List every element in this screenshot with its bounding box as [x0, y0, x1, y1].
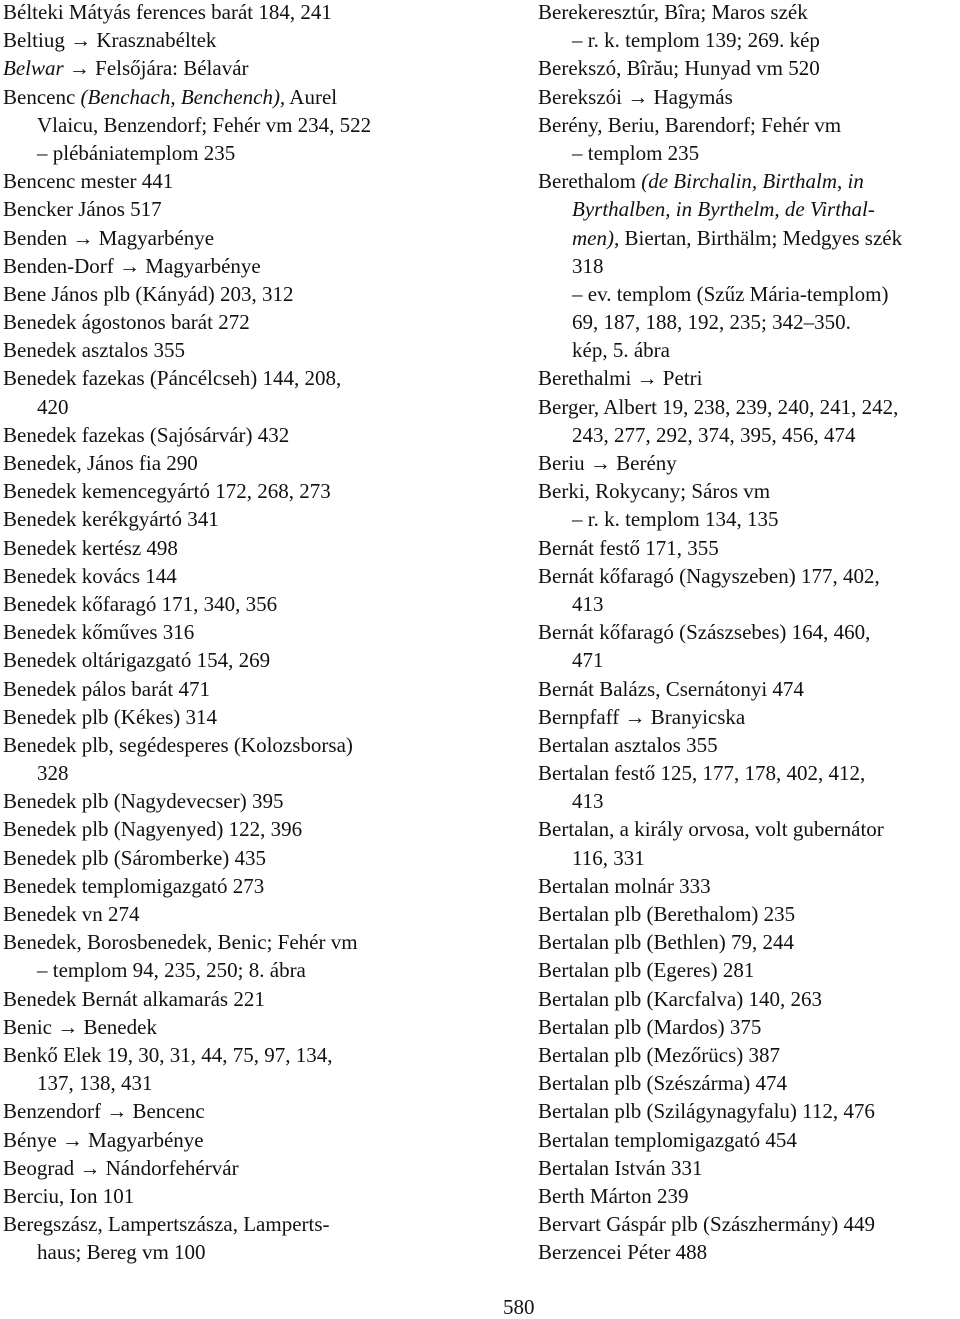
- index-continuation-line: [538, 226, 960, 254]
- index-entry-line: [538, 1212, 960, 1240]
- index-text: 328: [37, 761, 69, 786]
- index-entry-line: [538, 451, 960, 479]
- index-text: Bervart Gáspár plb (Szászhermány) 449: [538, 1212, 876, 1237]
- index-column-right: [538, 0, 960, 1268]
- index-entry-line: [3, 451, 523, 479]
- index-text: Bernát festő 171, 355: [538, 535, 719, 560]
- index-entry-line: [538, 930, 960, 958]
- index-continuation-line: [3, 761, 523, 789]
- index-text: Berekszó, Bîrău; Hunyad vm 520: [538, 56, 820, 81]
- index-column-left: [3, 0, 523, 1268]
- index-text: 413: [572, 591, 604, 616]
- index-entry-line: [538, 564, 960, 592]
- index-entry-line: [538, 536, 960, 564]
- index-continuation-line: [3, 395, 523, 423]
- index-text: Bernpfaff → Branyicska: [538, 704, 746, 729]
- index-entry-line: [538, 366, 960, 394]
- index-text: Benedek, János fia 290: [3, 451, 198, 475]
- index-text: Benzendorf → Bencenc: [3, 1099, 205, 1124]
- index-entry-line: [538, 620, 960, 648]
- index-text: Beregszász, Lampertszásza, Lamperts-: [3, 1212, 330, 1237]
- index-text: Berciu, Ion 101: [3, 1183, 135, 1208]
- index-continuation-line: [538, 197, 960, 225]
- index-entry-line: [3, 169, 523, 197]
- index-entry-line: [538, 1043, 960, 1071]
- index-text: Benedek plb (Nagyenyed) 122, 396: [3, 817, 303, 842]
- page-number: 580: [503, 1295, 535, 1319]
- index-text: Benedek templomigazgató 273: [3, 873, 265, 898]
- index-text: haus; Bereg vm 100: [37, 1240, 206, 1265]
- index-continuation-line: [538, 789, 960, 817]
- index-text: Bénye → Magyarbénye: [3, 1127, 204, 1152]
- index-text: 318: [572, 253, 604, 278]
- index-continuation-line: [538, 507, 960, 535]
- index-continuation-line: [538, 648, 960, 676]
- index-continuation-line: [538, 592, 960, 620]
- index-text: Bertalan plb (Berethalom) 235: [538, 902, 796, 926]
- index-text: Bertalan asztalos 355: [538, 732, 718, 757]
- index-continuation-line: [538, 338, 960, 366]
- index-entry-line: [538, 1071, 960, 1099]
- index-entry-line: [538, 1099, 960, 1127]
- index-text: – plébániatemplom 235: [37, 140, 236, 165]
- index-text: Berethalmi → Petri: [538, 366, 703, 391]
- index-entry-line: [538, 56, 960, 84]
- index-text: Benedek fazekas (Sajósárvár) 432: [3, 422, 290, 447]
- index-continuation-line: [3, 113, 523, 141]
- index-entry-line: [538, 479, 960, 507]
- index-entry-line: [3, 1128, 523, 1156]
- index-entry-line: [538, 817, 960, 845]
- index-text: Bertalan plb (Mardos) 375: [538, 1014, 762, 1039]
- index-text: Bertalan István 331: [538, 1155, 703, 1180]
- index-continuation-line: [538, 282, 960, 310]
- index-entry-line: [538, 733, 960, 761]
- index-text: Beograd → Nándorfehérvár: [3, 1155, 239, 1180]
- index-text: Bencenc: [3, 84, 81, 109]
- index-entry-line: [538, 113, 960, 141]
- index-continuation-line: [538, 310, 960, 338]
- index-entry-line: [538, 958, 960, 986]
- index-entry-line: [3, 197, 523, 225]
- index-continuation-line: [3, 141, 523, 169]
- index-text: → Felsőjára: Bélavár: [63, 56, 249, 81]
- index-entry-line: [3, 846, 523, 874]
- index-entry-line: [3, 620, 523, 648]
- index-entry-line: [3, 226, 523, 254]
- index-entry-line: [3, 282, 523, 310]
- index-entry-line: [3, 930, 523, 958]
- index-entry-line: [538, 874, 960, 902]
- index-text: 413: [572, 789, 604, 814]
- index-text: – templom 235: [572, 140, 700, 165]
- index-text-italic: men),: [572, 225, 620, 250]
- index-text: Berger, Albert 19, 238, 239, 240, 241, 242,: [538, 394, 899, 419]
- index-text: Bertalan molnár 333: [538, 873, 711, 898]
- index-entry-line: [3, 1099, 523, 1127]
- index-entry-line: [3, 648, 523, 676]
- index-text: Benedek vn 274: [3, 902, 140, 926]
- index-continuation-line: [538, 141, 960, 169]
- index-text: Benedek, Borosbenedek, Benic; Fehér vm: [3, 930, 358, 955]
- index-text-italic: Belwar: [3, 56, 64, 81]
- index-text: Berth Márton 239: [538, 1183, 689, 1208]
- index-continuation-line: [538, 254, 960, 282]
- index-text: Benedek asztalos 355: [3, 338, 185, 363]
- index-entry-line: [3, 789, 523, 817]
- index-entry-line: [3, 1156, 523, 1184]
- index-entry-line: [3, 564, 523, 592]
- index-text: Bernát Balázs, Csernátonyi 474: [538, 676, 804, 701]
- index-text: Benden → Magyarbénye: [3, 225, 215, 250]
- index-text: Biertan, Birthälm; Medgyes szék: [619, 225, 903, 250]
- index-text: 69, 187, 188, 192, 235; 342–350.: [572, 310, 851, 335]
- index-entry-line: [3, 902, 523, 930]
- index-entry-line: [538, 705, 960, 733]
- index-entry-line: [3, 987, 523, 1015]
- index-entry-line: [538, 1184, 960, 1212]
- index-continuation-line: [538, 423, 960, 451]
- index-continuation-line: [538, 28, 960, 56]
- index-entry-line: [538, 169, 960, 197]
- index-text: Benedek ágostonos barát 272: [3, 310, 250, 335]
- index-entry-line: [3, 366, 523, 394]
- index-entry-line: [3, 592, 523, 620]
- index-text: Berzencei Péter 488: [538, 1240, 708, 1265]
- index-text: Benedek kovács 144: [3, 563, 177, 588]
- index-text: Benedek kerékgyártó 341: [3, 507, 219, 532]
- index-text: Vlaicu, Benzendorf; Fehér vm 234, 522: [37, 112, 372, 137]
- index-text: Berethalom: [538, 169, 642, 194]
- index-text: Bencker János 517: [3, 197, 162, 222]
- index-text: Berény, Beriu, Barendorf; Fehér vm: [538, 112, 842, 137]
- index-text: 116, 331: [572, 845, 645, 870]
- index-entry-line: [3, 56, 523, 84]
- index-entry-line: [3, 1212, 523, 1240]
- index-text-italic: Byrthalben, in Byrthelm, de Virthal-: [572, 197, 875, 222]
- index-text: Bertalan plb (Bethlen) 79, 244: [538, 930, 795, 955]
- index-entry-line: [3, 310, 523, 338]
- index-text: 420: [37, 394, 69, 419]
- index-text: Benedek plb (Sáromberke) 435: [3, 845, 267, 870]
- index-text: – templom 94, 235, 250; 8. ábra: [37, 958, 306, 983]
- index-text: – r. k. templom 134, 135: [572, 507, 779, 532]
- index-entry-line: [3, 874, 523, 902]
- index-text: Bernát kőfaragó (Nagyszeben) 177, 402,: [538, 563, 880, 588]
- index-text: Benkő Elek 19, 30, 31, 44, 75, 97, 134,: [3, 1042, 333, 1067]
- index-text: Bencenc mester 441: [3, 169, 174, 194]
- index-text: Bertalan templomigazgató 454: [538, 1127, 797, 1152]
- index-entry-line: [538, 395, 960, 423]
- index-entry-line: [538, 85, 960, 113]
- index-entry-line: [538, 1128, 960, 1156]
- index-text: Benedek plb (Kékes) 314: [3, 704, 218, 729]
- index-text: Beltiug → Krasznabéltek: [3, 28, 217, 53]
- index-text: 137, 138, 431: [37, 1071, 153, 1096]
- index-entry-line: [3, 338, 523, 366]
- index-entry-line: [538, 761, 960, 789]
- index-entry-line: [3, 1184, 523, 1212]
- index-text: Bertalan plb (Egeres) 281: [538, 958, 755, 983]
- index-entry-line: [538, 1156, 960, 1184]
- index-text: Bertalan, a király orvosa, volt gubernátor: [538, 817, 884, 842]
- index-text: Benedek plb, segédesperes (Kolozsborsa): [3, 732, 353, 757]
- index-text: Benedek pálos barát 471: [3, 676, 211, 701]
- index-entry-line: [3, 28, 523, 56]
- index-entry-line: [538, 0, 960, 28]
- index-text: – ev. templom (Szűz Mária-templom): [572, 281, 889, 306]
- index-text: Bélteki Mátyás ferences barát 184, 241: [3, 0, 332, 24]
- index-entry-line: [3, 423, 523, 451]
- index-entry-line: [3, 507, 523, 535]
- index-entry-line: [3, 254, 523, 282]
- index-text: kép, 5. ábra: [572, 338, 670, 363]
- index-text: 471: [572, 648, 604, 673]
- index-entry-line: [3, 0, 523, 28]
- index-entry-line: [3, 817, 523, 845]
- index-text: Benedek kertész 498: [3, 535, 178, 560]
- index-text: Aurel: [285, 84, 338, 109]
- index-text: Benedek fazekas (Páncélcseh) 144, 208,: [3, 366, 342, 391]
- index-text: Beriu → Berény: [538, 451, 677, 475]
- index-text: Benic → Benedek: [3, 1014, 157, 1039]
- index-text: Berekeresztúr, Bîra; Maros szék: [538, 0, 808, 24]
- index-text: Benedek plb (Nagydevecser) 395: [3, 789, 284, 814]
- index-continuation-line: [3, 1071, 523, 1099]
- index-entry-line: [3, 1015, 523, 1043]
- index-continuation-line: [538, 846, 960, 874]
- index-text-italic: (de Birchalin, Birthalm, in: [641, 169, 864, 194]
- index-text: – r. k. templom 139; 269. kép: [572, 28, 820, 53]
- index-text: Benedek oltárigazgató 154, 269: [3, 648, 271, 673]
- index-text: Bertalan plb (Szilágynagyfalu) 112, 476: [538, 1099, 875, 1124]
- index-text: Benedek kőfaragó 171, 340, 356: [3, 591, 278, 616]
- index-text: Berekszói → Hagymás: [538, 84, 733, 109]
- index-text: Benden-Dorf → Magyarbénye: [3, 253, 261, 278]
- index-entry-line: [538, 1240, 960, 1268]
- index-text: Bertalan plb (Karcfalva) 140, 263: [538, 986, 822, 1011]
- index-text: Berki, Rokycany; Sáros vm: [538, 479, 771, 504]
- index-entry-line: [3, 733, 523, 761]
- index-text: 243, 277, 292, 374, 395, 456, 474: [572, 422, 856, 447]
- index-entry-line: [3, 85, 523, 113]
- index-entry-line: [538, 1015, 960, 1043]
- index-text: Benedek Bernát alkamarás 221: [3, 986, 265, 1011]
- index-entry-line: [3, 677, 523, 705]
- index-text: Bertalan plb (Szészárma) 474: [538, 1071, 787, 1096]
- index-continuation-line: [3, 1240, 523, 1268]
- index-text-italic: (Benchach, Benchench),: [80, 84, 286, 109]
- index-text: Benedek kőműves 316: [3, 620, 195, 645]
- index-text: Bertalan festő 125, 177, 178, 402, 412,: [538, 761, 866, 786]
- index-entry-line: [538, 677, 960, 705]
- index-entry-line: [3, 1043, 523, 1071]
- index-text: Bertalan plb (Mezőrücs) 387: [538, 1042, 781, 1067]
- index-entry-line: [538, 902, 960, 930]
- index-entry-line: [3, 705, 523, 733]
- index-text: Bernát kőfaragó (Szászsebes) 164, 460,: [538, 620, 871, 645]
- index-entry-line: [538, 987, 960, 1015]
- index-entry-line: [3, 536, 523, 564]
- index-text: Benedek kemencegyártó 172, 268, 273: [3, 479, 331, 504]
- index-continuation-line: [3, 958, 523, 986]
- index-entry-line: [3, 479, 523, 507]
- index-text: Bene János plb (Kányád) 203, 312: [3, 281, 294, 306]
